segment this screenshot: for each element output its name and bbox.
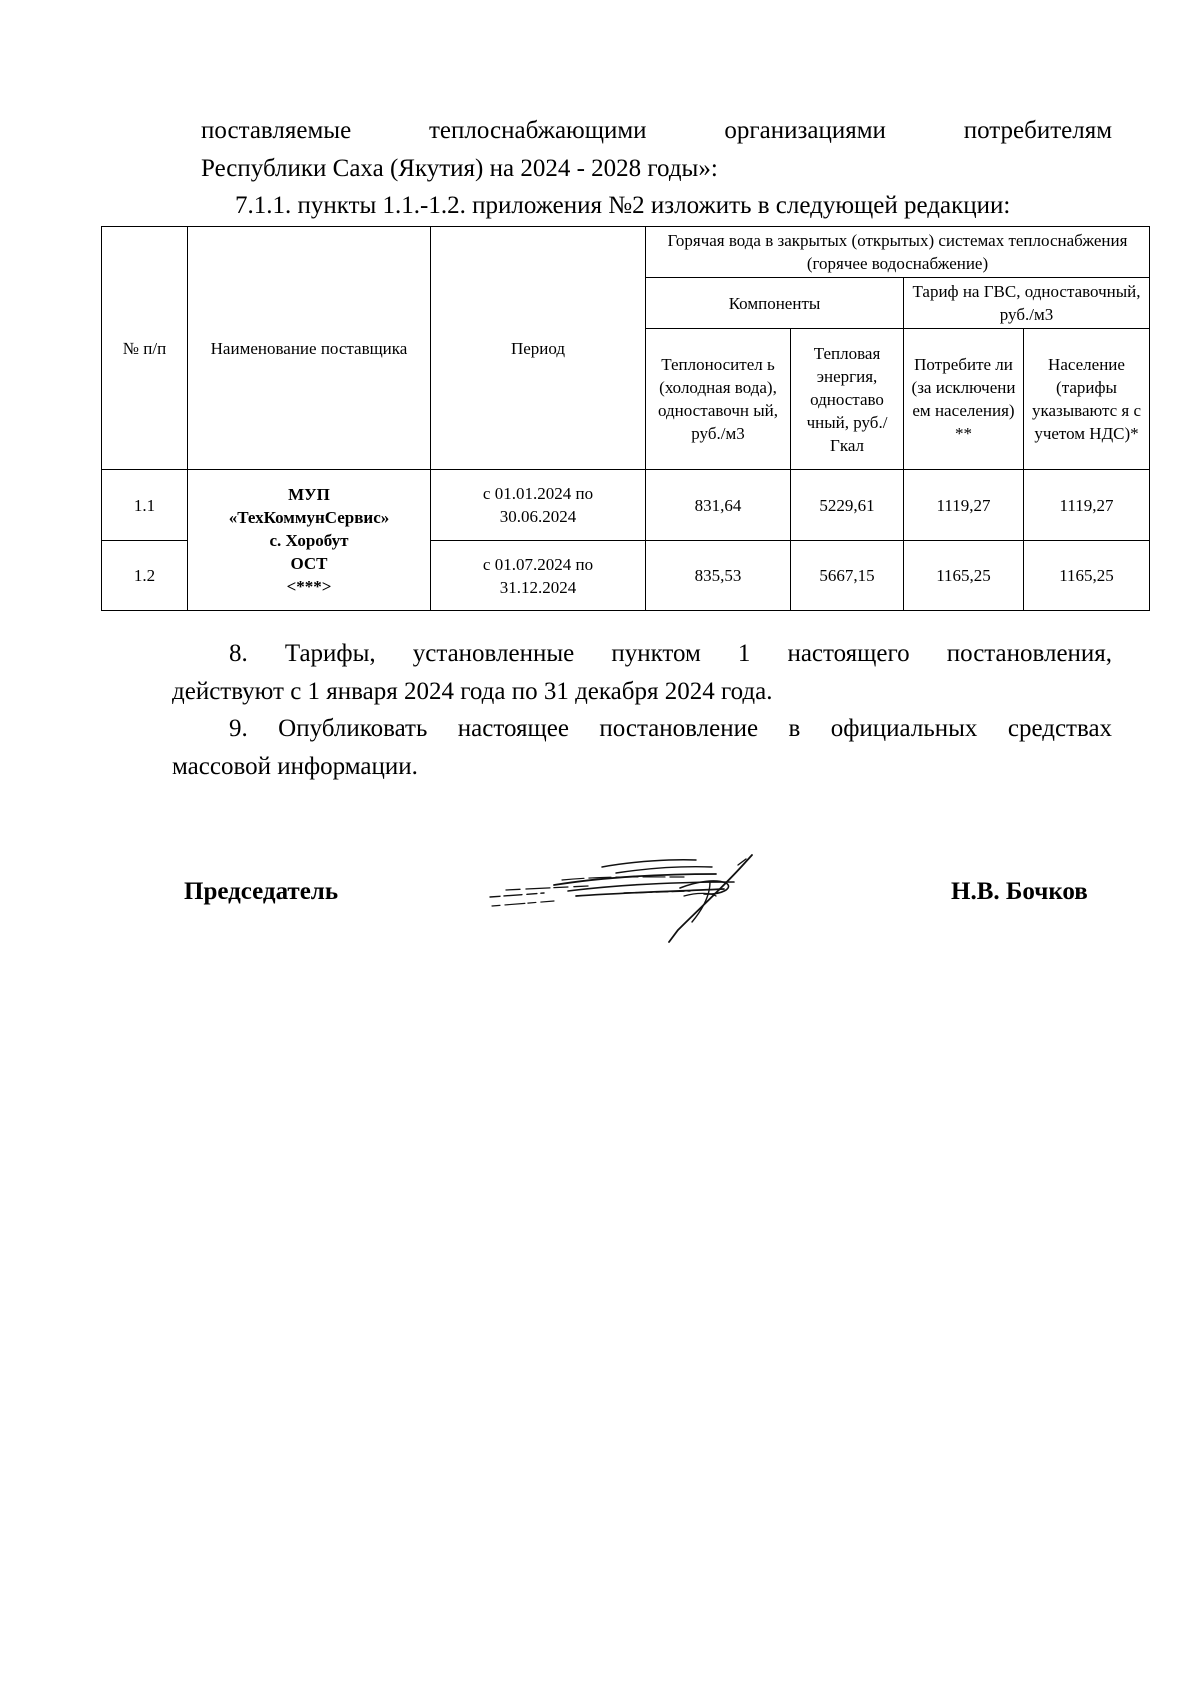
paragraph-word: установленные [412,640,575,667]
handwritten-signature [484,852,794,947]
period-from: с 01.01.2024 по [482,484,594,503]
supplier-line: МУП [288,484,330,504]
row-coolant: 831,64 [646,470,791,541]
intro-word: организациями [724,117,886,144]
paragraph-word: Тарифы, [284,640,376,667]
intro-word: теплоснабжающими [429,117,647,144]
header-heat-energy: Тепловая энергия, одноставо чный, руб./Гкал [791,329,904,470]
header-hot-water-group: Горячая вода в закрытых (открытых) системах теплоснабжения (горячее водоснабжение) [646,227,1150,278]
supplier-line: с. Хоробут [269,530,349,550]
row-population: 1119,27 [1024,470,1150,541]
tariff-table [101,226,1150,611]
paragraph-word: постановления, [946,640,1113,667]
header-population: Население (тарифы указываютс я с учетом НДС)* [1024,329,1150,470]
row-consumers: 1119,27 [904,470,1024,541]
row-period [431,541,646,611]
paragraph-word: Опубликовать [278,715,428,742]
table-row [102,470,1150,541]
row-heat-energy: 5667,15 [791,541,904,611]
supplier-cell [188,470,431,611]
header-coolant: Теплоносител ь (холодная вода), одноставочн ый, руб./м3 [646,329,791,470]
header-supplier: Наименование поставщика [188,227,431,470]
row-num: 1.1 [102,470,188,541]
row-heat-energy: 5229,61 [791,470,904,541]
paragraph-word: пунктом [611,640,701,667]
paragraph-9-line-2: массовой информации. [172,753,418,780]
period-from: с 01.07.2024 по [482,554,594,574]
paragraph-word: официальных [830,715,978,742]
paragraph-8-line-1 [229,636,1112,672]
row-population: 1165,25 [1024,541,1150,611]
intro-word: поставляемые [201,117,352,144]
header-period: Период [431,227,646,470]
header-tariff-gvs: Тариф на ГВС, одноставочный, руб./м3 [904,278,1150,329]
row-consumers: 1165,25 [904,541,1024,611]
paragraph-word: настоящее [457,715,569,742]
signer-name: Н.В. Бочков [951,878,1088,905]
paragraph-8-line-2: действуют с 1 января 2024 года по 31 декабря 2024 года. [172,678,773,705]
header-consumers: Потребите ли (за исключени ем населения) ** [904,329,1024,470]
row-coolant: 835,53 [646,541,791,611]
paragraph-word: средствах [1007,715,1113,742]
intro-line-1 [201,113,1112,149]
header-components: Компоненты [646,278,904,329]
header-num: № п/п [102,227,188,470]
paragraph-word: 8. [229,640,248,667]
row-num: 1.2 [102,541,188,611]
supplier-line: ОСТ [290,553,328,573]
paragraph-9-line-1 [229,711,1112,747]
intro-line-3: 7.1.1. пункты 1.1.-1.2. приложения №2 изложить в следующей редакции: [235,192,1011,219]
paragraph-word: 9. [229,715,248,742]
period-to: 31.12.2024 [499,577,577,597]
supplier-line: <***> [286,576,332,596]
paragraph-word: 1 [737,640,751,667]
paragraph-word: настоящего [787,640,910,667]
supplier-line: «ТехКоммунСервис» [228,507,390,527]
period-to: 30.06.2024 [499,507,577,526]
signer-position: Председатель [184,878,339,905]
intro-word: потребителям [963,117,1113,144]
paragraph-word: постановление [599,715,759,742]
paragraph-word: в [788,715,801,742]
row-period [431,470,646,541]
intro-line-2: Республики Саха (Якутия) на 2024 - 2028 годы»: [201,155,718,182]
